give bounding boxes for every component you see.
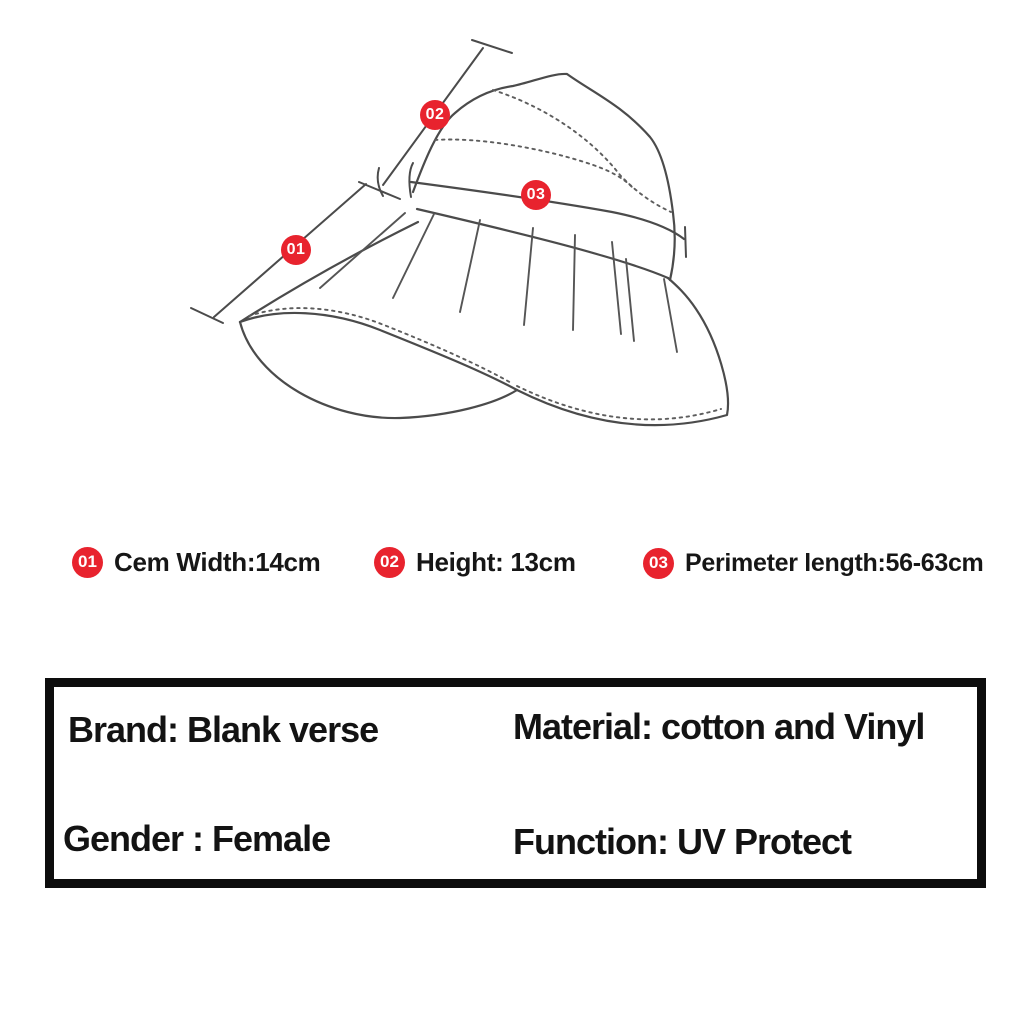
legend-text-height: Height: 13cm [416, 546, 576, 577]
diagram-marker-03: 03 [521, 180, 551, 210]
hat-band-bottom-line [417, 209, 668, 278]
legend-item-perimeter [643, 547, 983, 579]
brim-stitch-dotted-inner [249, 308, 513, 384]
hat-crown-outline [413, 74, 675, 280]
legend-item-height [374, 546, 576, 578]
spec-material: Material: cotton and Vinyl [513, 706, 925, 747]
brim-opening-top-edge [240, 313, 517, 390]
legend-item-brim-width [72, 546, 321, 578]
diagram-marker-02: 02 [420, 100, 450, 130]
spec-table-box [45, 678, 986, 888]
legend-badge-02: 02 [374, 547, 405, 578]
band-tick-right [685, 227, 686, 257]
legend-text-brim-width: Cem Width:14cm [114, 546, 321, 577]
brim-outer-edge [517, 278, 728, 425]
spec-brand: Brand: Blank verse [68, 709, 379, 750]
legend-text-perimeter: Perimeter length:56-63cm [685, 548, 984, 577]
legend-badge-01: 01 [72, 547, 103, 578]
brim-pleat-lines [320, 213, 677, 352]
crown-seam-dotted-upper [493, 90, 671, 212]
diagram-marker-01: 01 [281, 235, 311, 265]
spec-function: Function: UV Protect [513, 821, 851, 862]
spec-gender: Gender : Female [63, 818, 331, 859]
legend-badge-03: 03 [643, 548, 674, 579]
